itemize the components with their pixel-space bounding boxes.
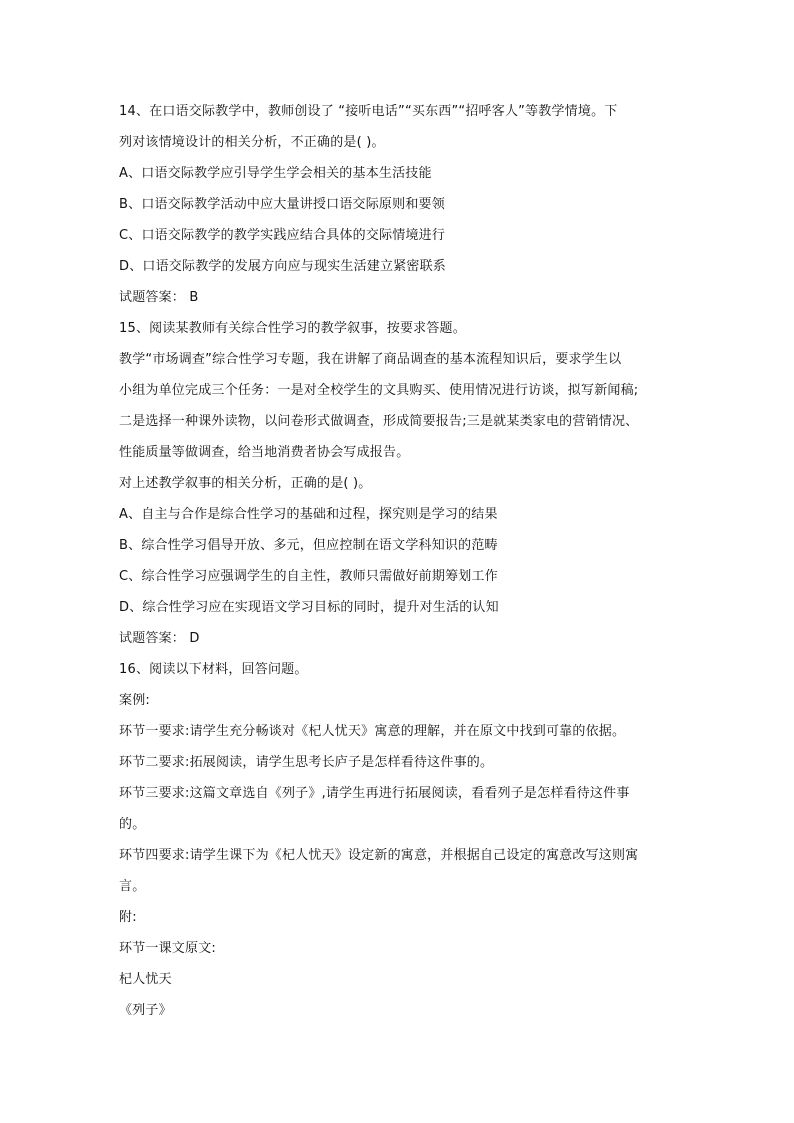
text-line: 14、在口语交际教学中，教师创设了 “接听电话”“买东西”“招呼客人”等教学情境。下 [119, 104, 618, 119]
text-line: 试题答案： B [119, 290, 199, 305]
text-line: B、综合性学习倡导开放、多元，但应控制在语文学科知识的范畴 [119, 538, 498, 553]
text-line: 对上述教学叙事的相关分析，正确的是( )。 [119, 476, 372, 491]
text-line: C、口语交际教学的教学实践应结合具体的交际情境进行 [119, 228, 446, 243]
text-line: 环节一课文原文: [119, 941, 216, 956]
text-line: A、自主与合作是综合性学习的基础和过程，探究则是学习的结果 [119, 507, 498, 522]
text-line: A、口语交际教学应引导学生学会相关的基本生活技能 [119, 166, 432, 181]
text-line: 言。 [119, 879, 146, 894]
text-line: 环节四要求:请学生课下为《杞人忧天》设定新的寓意，并根据自己设定的寓意改写这则寓 [119, 848, 639, 863]
document-page [119, 96, 689, 1026]
text-line: 列对该情境设计的相关分析，不正确的是( )。 [119, 135, 385, 150]
text-line: C、综合性学习应强调学生的自主性，教师只需做好前期筹划工作 [119, 569, 498, 584]
text-line: 杞人忧天 [119, 972, 172, 987]
text-line: 环节二要求:拓展阅读，请学生思考长庐子是怎样看待这件事的。 [119, 755, 494, 770]
text-line: 小组为单位完成三个任务：一是对全校学生的文具购买、使用情况进行访谈，拟写新闻稿; [119, 383, 639, 398]
text-line: 二是选择一种课外读物，以问卷形式做调查，形成简要报告;三是就某类家电的营销情况、 [119, 414, 639, 429]
text-line: 《列子》 [119, 1003, 172, 1018]
text-line: 性能质量等做调查，给当地消费者协会写成报告。 [119, 445, 410, 460]
text-line: 的。 [119, 817, 146, 832]
text-line: 环节一要求:请学生充分畅谈对《杞人忧天》寓意的理解，并在原文中找到可靠的依据。 [119, 724, 626, 739]
text-line: 16、阅读以下材料，回答问题。 [119, 662, 308, 677]
text-line: 案例: [119, 693, 150, 708]
text-line: B、口语交际教学活动中应大量讲授口语交际原则和要领 [119, 197, 445, 212]
text-line: 15、阅读某教师有关综合性学习的教学叙事，按要求答题。 [119, 321, 466, 336]
text-line: 附: [119, 910, 137, 925]
text-line: D、综合性学习应在实现语文学习目标的同时，提升对生活的认知 [119, 600, 499, 615]
text-line: D、口语交际教学的发展方向应与现实生活建立紧密联系 [119, 259, 447, 274]
text-line: 环节三要求:这篇文章选自《列子》,请学生再进行拓展阅读，看看列子是怎样看待这件事 [119, 786, 630, 801]
text-line: 试题答案： D [119, 631, 200, 646]
text-line: 教学“市场调查”综合性学习专题，我在讲解了商品调查的基本流程知识后，要求学生以 [119, 352, 622, 367]
